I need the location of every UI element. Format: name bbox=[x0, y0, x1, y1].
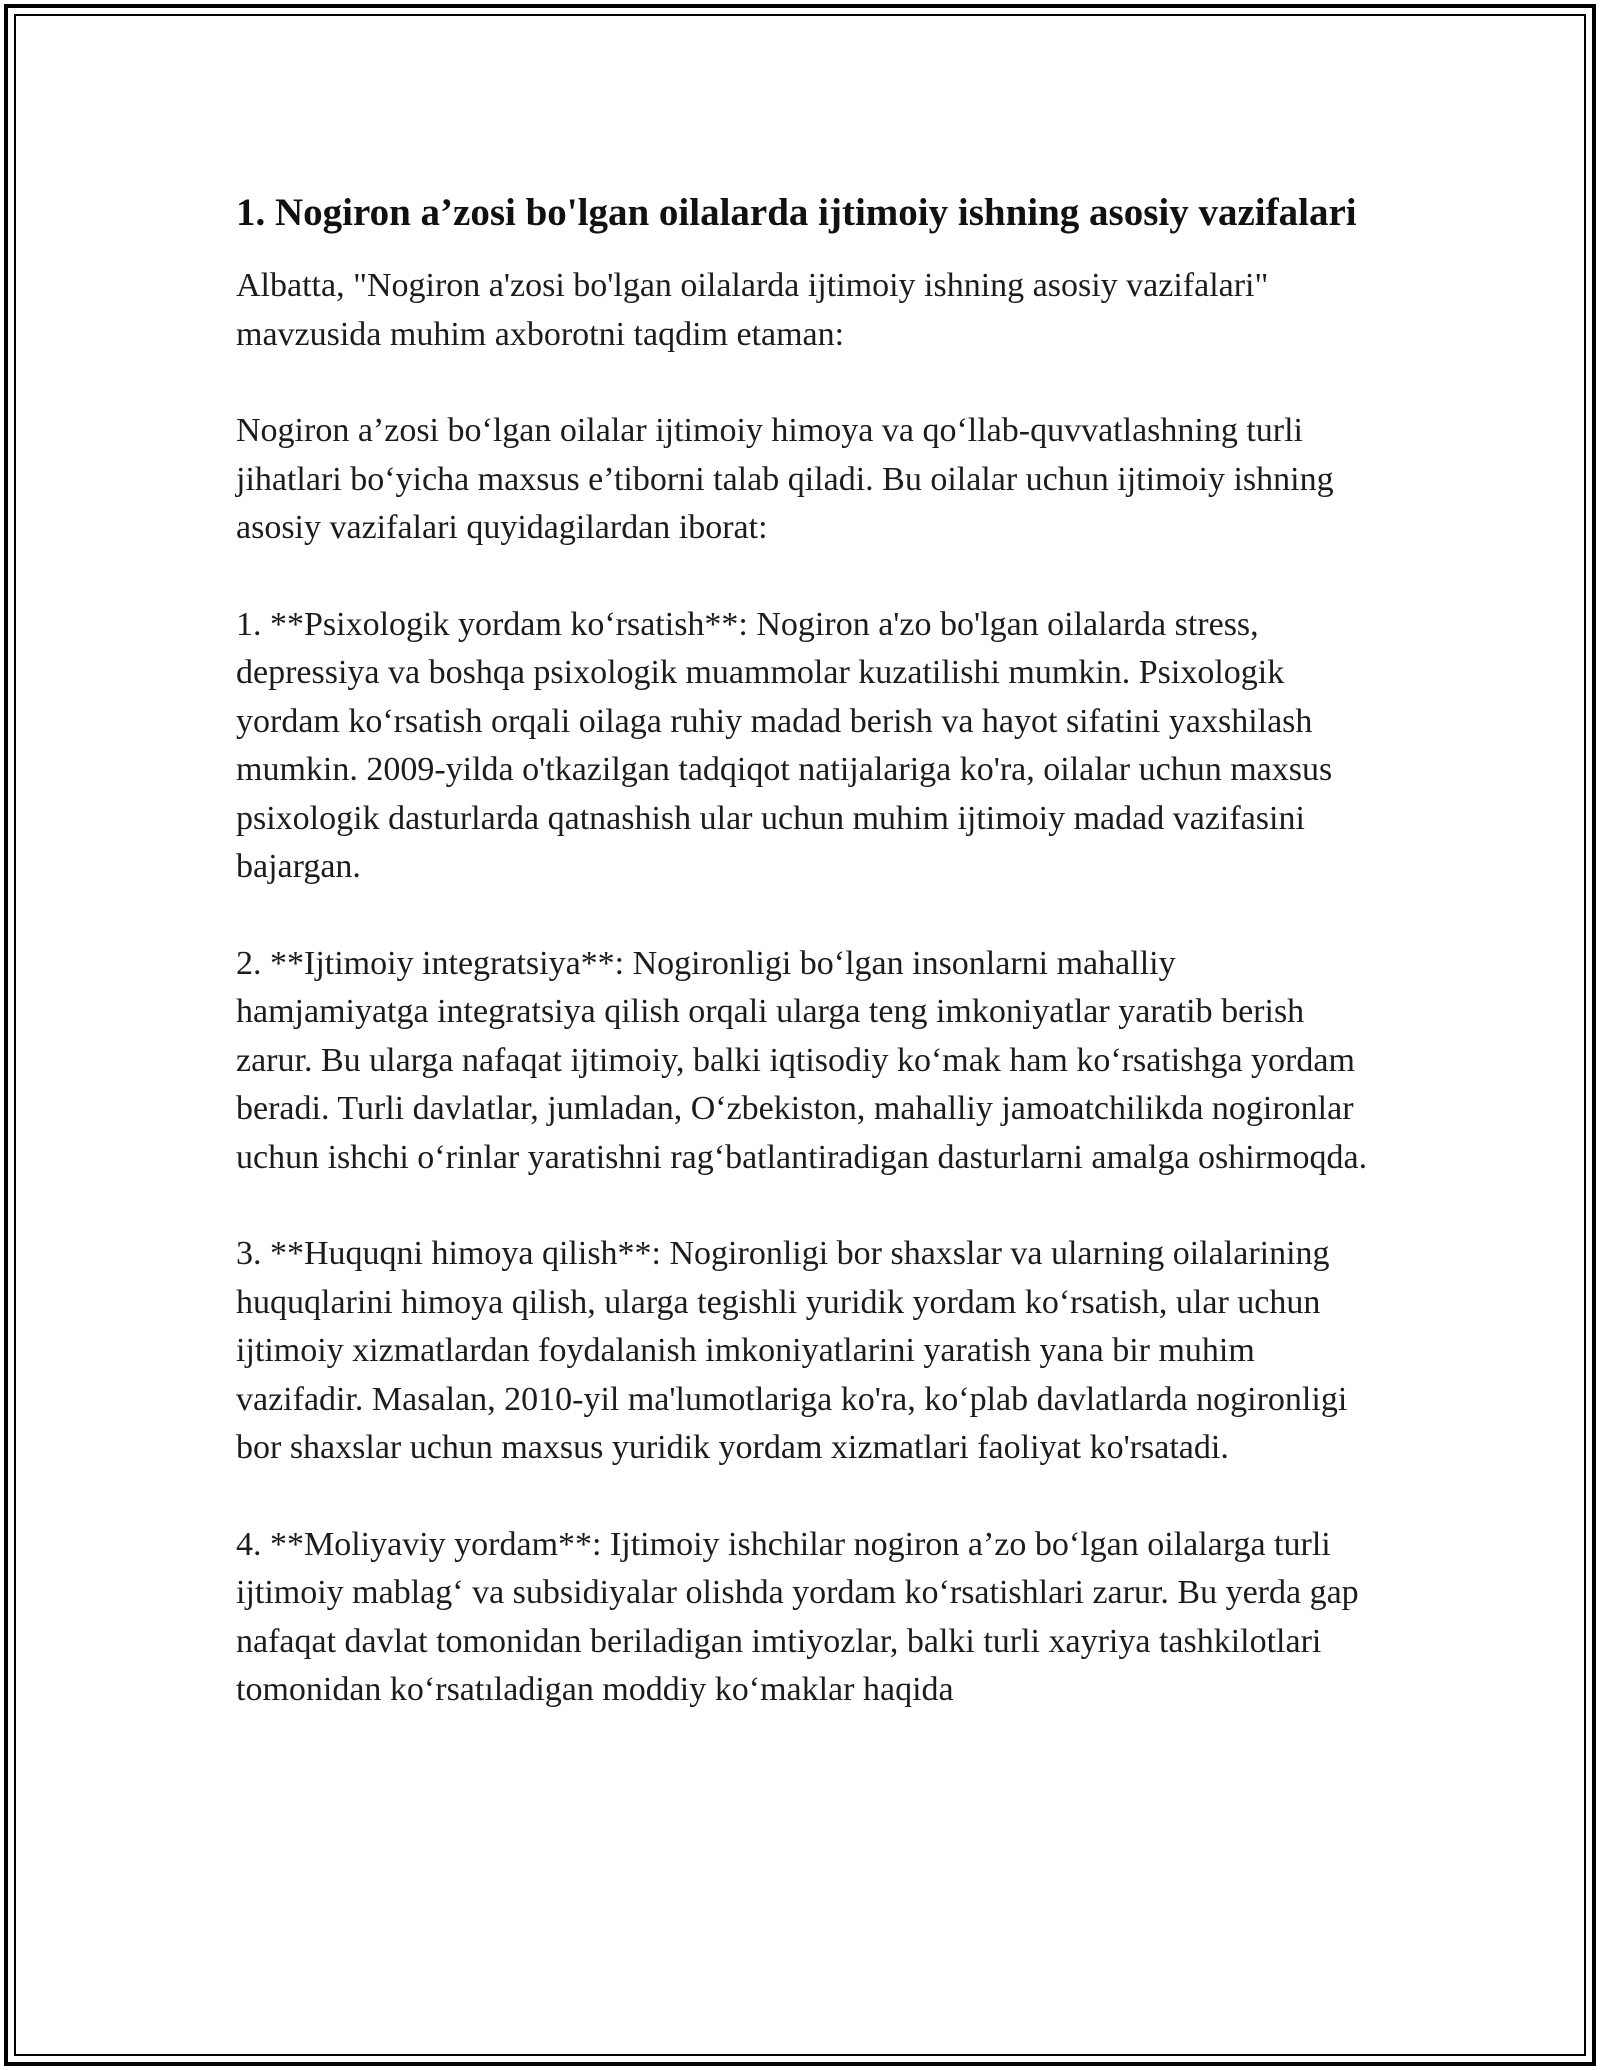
item-social-integration: 2. **Ijtimoiy integratsiya**: Nogironligi bo‘lgan insonlarni mahalliy hamjamiyatga integratsiya qilish orqali ularga teng imkoniyatlar yaratib berish zarur. Bu ularga nafaqat ijtimoiy, balki iqtisodiy ko‘mak ham ko‘rsatishga yordam beradi. Turli davlatlar, jumladan, O‘zbekiston, mahalliy jamoatchilikda nogironlar uchun ishchi o‘rinlar yaratishni rag‘batlantiradigan dasturlarni amalga oshirmoqda. bbox=[236, 944, 1368, 1176]
section-heading: 1. Nogiron a’zosi bo'lgan oilalarda ijtimoiy ishning asosiy vazifalari bbox=[236, 191, 1357, 234]
item-legal-protection: 3. **Huquqni himoya qilish**: Nogironligi bor shaxslar va ularning oilalarining huquqlarini himoya qilish, ularga tegishli yuridik yordam ko‘rsatish, ular uchun ijtimoiy xizmatlardan foydalanish imkoniyatlarini yaratish yana bir muhim vazifadir. Masalan, 2010-yil ma'lumotlariga ko'ra, ko‘plab davlatlarda nogironligi bor shaxslar uchun maxsus yuridik yordam xizmatlari faoliyat ko'rsatadi. bbox=[236, 1235, 1348, 1466]
overview-paragraph: Nogiron a’zosi bo‘lgan oilalar ijtimoiy himoya va qo‘llab-quvvatlashning turli jihatlari bo‘yicha maxsus e’tiborni talab qiladi. Bu oilalar uchun ijtimoiy ishning asosiy vazifalari quyidagilardan iborat: bbox=[236, 412, 1334, 546]
item-psychological-support: 1. **Psixologik yordam ko‘rsatish**: Nogiron a'zo bo'lgan oilalarda stress, depressiya va boshqa psixologik muammolar kuzatilishi mumkin. Psixologik yordam ko‘rsatish orqali oilaga ruhiy madad berish va hayot sifatini yaxshilash mumkin. 2009-yilda o'tkazilgan tadqiqot natijalariga ko'ra, oilalar uchun maxsus psixologik dasturlarda qatnashish ular uchun muhim ijtimoiy madad vazifasini bajargan. bbox=[236, 605, 1333, 885]
document-page bbox=[236, 186, 1376, 1763]
intro-paragraph: Albatta, "Nogiron a'zosi bo'lgan oilalarda ijtimoiy ishning asosiy vazifalari" mavzusida muhim axborotni taqdim etaman: bbox=[236, 267, 1269, 353]
item-financial-support: 4. **Moliyaviy yordam**: Ijtimoiy ishchilar nogiron a’zo bo‘lgan oilalarga turli ijtimoiy mablag‘ va subsidiyalar olishda yordam ko‘rsatishlari zarur. Bu yerda gap nafaqat davlat tomonidan beriladigan imtiyozlar, balki turli xayriya tashkilotlari tomonidan ko‘rsatıladigan moddiy ko‘maklar haqida bbox=[236, 1525, 1359, 1708]
